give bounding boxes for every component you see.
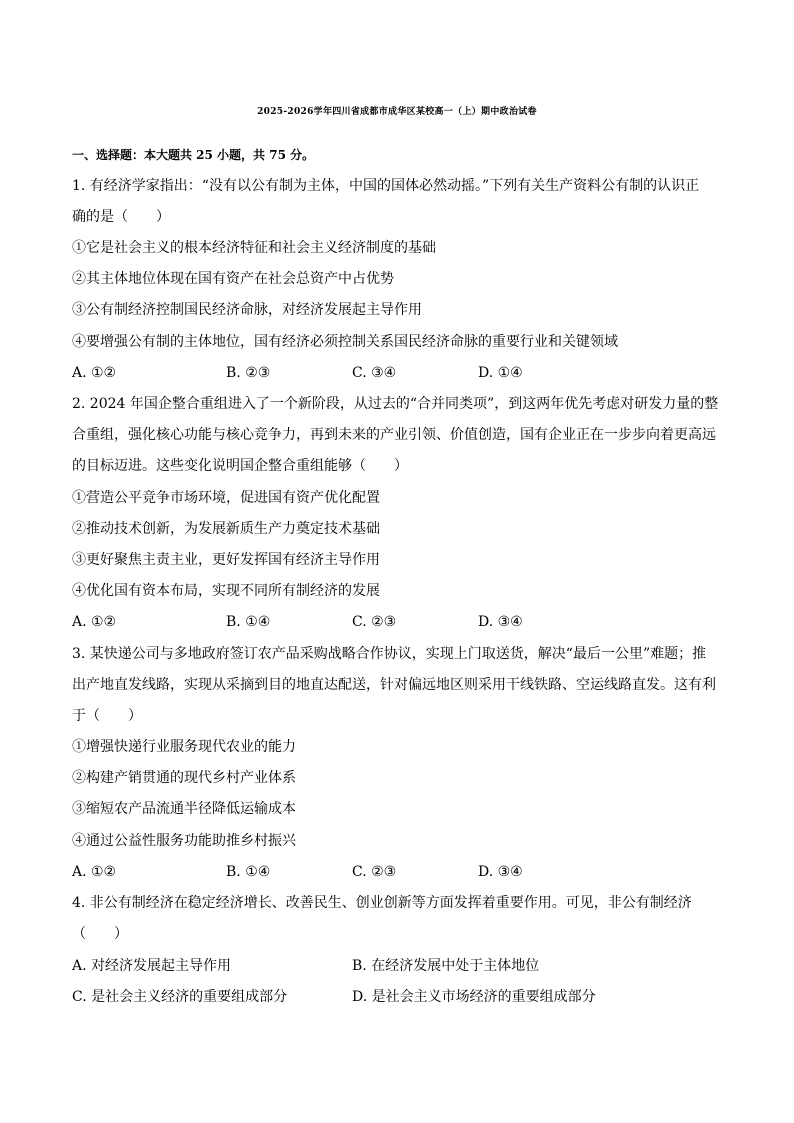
q4-stem-line: 4. 非公有制经济在稳定经济增长、改善民生、创业创新等方面发挥着重要作用。可见，非公有制经济 (72, 895, 692, 911)
q2-option-b: B. ①④ (226, 614, 271, 630)
q4-option-c: C. 是社会主义经济的重要组成部分 (72, 989, 288, 1005)
q2-option-c: C. ②③ (352, 614, 397, 630)
q1-stem-line: 1. 有经济学家指出：“没有以公有制为主体，中国的国体必然动摇。”下列有关生产资料公有制的认识正 (72, 178, 700, 194)
q1-stem-line: 确的是（ ） (72, 209, 170, 225)
q1-option-d: D. ①④ (478, 365, 523, 381)
q2-stem-line: 的目标迈进。这些变化说明国企整合重组能够（ ） (72, 458, 408, 474)
q3-stem-line: 3. 某快递公司与多地政府签订农产品采购战略合作协议，实现上门取送货，解决“最后一公里”难题；推 (72, 646, 707, 662)
q3-item: ①增强快递行业服务现代农业的能力 (72, 739, 296, 755)
q1-item: ①它是社会主义的根本经济特征和社会主义经济制度的基础 (72, 240, 436, 256)
q4-option-d: D. 是社会主义市场经济的重要组成部分 (352, 989, 596, 1005)
q2-option-a: A. ①② (72, 614, 117, 630)
q3-option-c: C. ②③ (352, 864, 397, 880)
q2-item: ②推动技术创新，为发展新质生产力奠定技术基础 (72, 521, 380, 537)
q1-option-c: C. ③④ (352, 365, 397, 381)
section-heading: 一、选择题：本大题共 25 小题，共 75 分。 (72, 148, 315, 162)
q1-item: ②其主体地位体现在国有资产在社会总资产中占优势 (72, 271, 394, 287)
q2-stem-line: 合重组，强化核心功能与核心竞争力，再到未来的产业引领、价值创造，国有企业正在一步步向着更高远 (72, 427, 716, 443)
q2-option-d: D. ③④ (478, 614, 523, 630)
q3-item: ③缩短农产品流通半径降低运输成本 (72, 801, 296, 817)
q2-item: ③更好聚焦主责主业，更好发挥国有经济主导作用 (72, 552, 380, 568)
q2-stem-line: 2. 2024 年国企整合重组进入了一个新阶段，从过去的“合并同类项”，到这两年优先考虑对研发力量的整 (72, 396, 719, 412)
q4-option-a: A. 对经济发展起主导作用 (72, 958, 232, 974)
q3-option-d: D. ③④ (478, 864, 523, 880)
q3-item: ④通过公益性服务功能助推乡村振兴 (72, 833, 296, 849)
q3-option-b: B. ①④ (226, 864, 271, 880)
q4-option-b: B. 在经济发展中处于主体地位 (352, 958, 540, 974)
page-title: 2025-2026学年四川省成都市成华区某校高一（上）期中政治试卷 (257, 107, 537, 117)
q3-option-a: A. ①② (72, 864, 117, 880)
q2-item: ④优化国有资本布局，实现不同所有制经济的发展 (72, 583, 380, 599)
q2-item: ①营造公平竞争市场环境，促进国有资产优化配置 (72, 490, 380, 506)
q3-stem-line: 出产地直发线路，实现从采摘到目的地直达配送，针对偏远地区则采用干线铁路、空运线路直发。这有利 (72, 677, 716, 693)
q1-option-a: A. ①② (72, 365, 117, 381)
q4-stem-line: （ ） (72, 926, 128, 942)
q3-item: ②构建产销贯通的现代乡村产业体系 (72, 770, 296, 786)
q1-item: ④要增强公有制的主体地位，国有经济必须控制关系国民经济命脉的重要行业和关键领域 (72, 334, 618, 350)
q1-item: ③公有制经济控制国民经济命脉，对经济发展起主导作用 (72, 302, 422, 318)
q3-stem-line: 于（ ） (72, 708, 142, 724)
q1-option-b: B. ②③ (226, 365, 271, 381)
